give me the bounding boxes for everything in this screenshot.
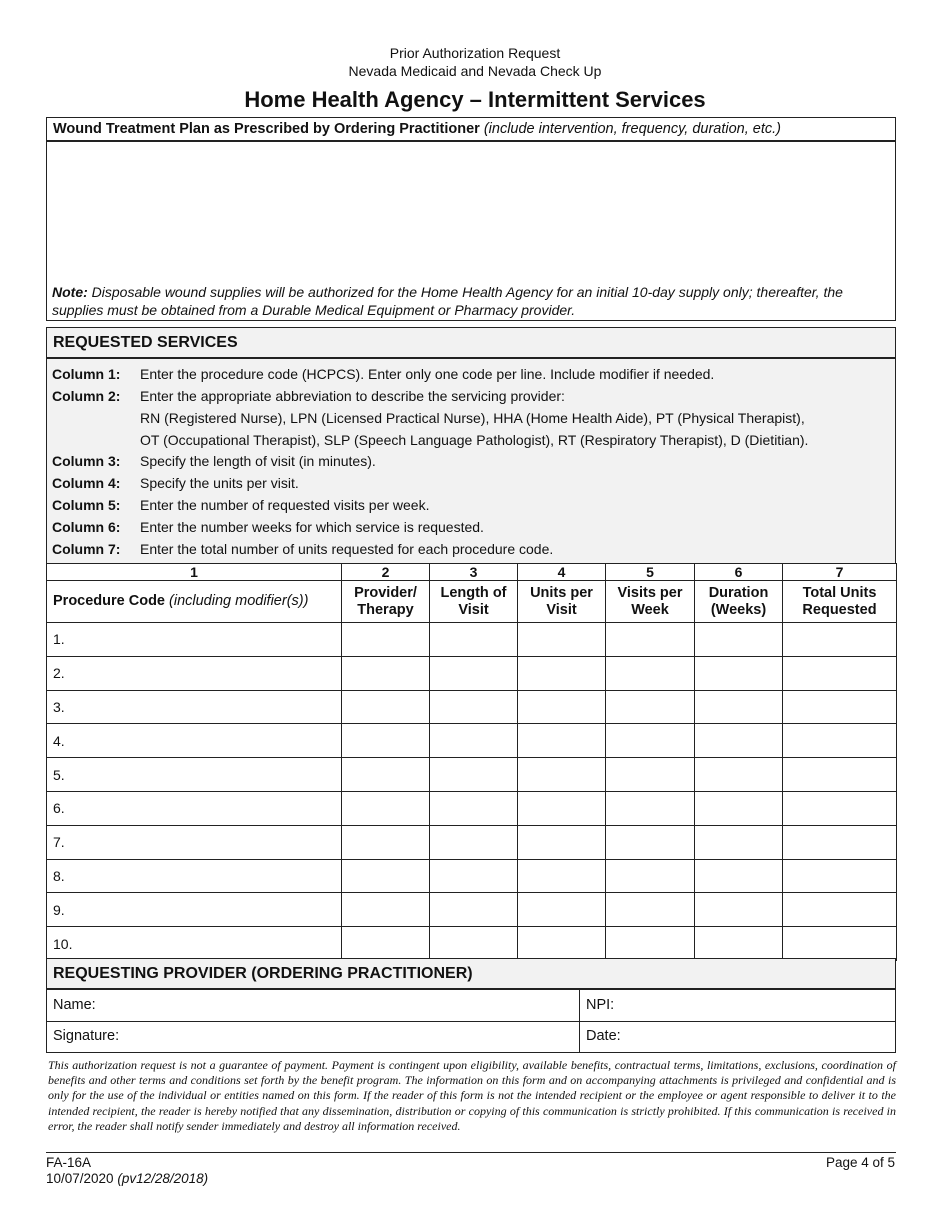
column-header-line: Total Units — [802, 584, 877, 601]
column-header-line: Visit — [546, 601, 577, 618]
table-cell[interactable] — [783, 656, 897, 690]
signature-label: Signature: — [53, 1028, 120, 1044]
instruction-line — [52, 541, 553, 557]
table-cell[interactable] — [606, 893, 695, 927]
row-number: 2. — [53, 665, 65, 682]
footer-divider — [46, 1152, 896, 1153]
form-id: FA-16A — [46, 1155, 92, 1170]
instruction-label: Column 2: — [52, 388, 121, 404]
name-field[interactable] — [47, 990, 579, 1020]
header-line-2: Nevada Medicaid and Nevada Check Up — [348, 63, 602, 79]
page-number: Page 4 of 5 — [825, 1155, 895, 1170]
column-header — [430, 581, 518, 623]
instruction-text: Enter the total number of units requested for each procedure code. — [140, 541, 554, 557]
header-procedure-code-label: Procedure Code — [53, 593, 165, 609]
procedure-code-cell[interactable] — [47, 927, 342, 961]
table-row — [47, 893, 897, 927]
row-number: 1. — [53, 631, 65, 648]
instruction-line — [52, 475, 299, 491]
wound-plan-hint: (include intervention, frequency, duration, etc.) — [483, 121, 781, 137]
table-cell[interactable] — [695, 623, 783, 657]
column-number: 5 — [606, 564, 695, 581]
table-cell[interactable] — [342, 623, 430, 657]
table-row — [47, 724, 897, 758]
table-cell[interactable] — [695, 791, 783, 825]
table-cell[interactable] — [518, 791, 606, 825]
instruction-line — [52, 453, 376, 469]
table-cell[interactable] — [430, 656, 518, 690]
table-cell[interactable] — [783, 724, 897, 758]
requesting-provider-title: REQUESTING PROVIDER (ORDERING PRACTITIONER) — [46, 958, 896, 990]
form-date-value: 10/07/2020 — [46, 1171, 114, 1186]
procedure-code-cell[interactable] — [47, 656, 342, 690]
requested-services-title: REQUESTED SERVICES — [47, 328, 895, 359]
table-cell[interactable] — [695, 893, 783, 927]
table-cell[interactable] — [695, 927, 783, 961]
table-cell[interactable] — [695, 859, 783, 893]
column-header-line: Therapy — [357, 601, 414, 618]
table-cell[interactable] — [783, 791, 897, 825]
table-cell[interactable] — [695, 724, 783, 758]
table-cell[interactable] — [606, 656, 695, 690]
procedure-table — [46, 563, 897, 961]
table-cell[interactable] — [430, 623, 518, 657]
table-row — [47, 690, 897, 724]
row-number: 8. — [53, 867, 65, 884]
table-cell[interactable] — [430, 825, 518, 859]
procedure-code-cell[interactable] — [47, 859, 342, 893]
row-number: 5. — [53, 766, 65, 783]
column-header-line: Requested — [802, 601, 877, 618]
table-cell[interactable] — [430, 758, 518, 792]
table-cell[interactable] — [606, 623, 695, 657]
table-cell[interactable] — [342, 825, 430, 859]
column-header — [606, 581, 695, 623]
instruction-line — [52, 497, 429, 513]
table-cell[interactable] — [430, 893, 518, 927]
instruction-line — [52, 388, 565, 404]
table-cell[interactable] — [342, 893, 430, 927]
column-header-line: Visits per — [617, 584, 683, 601]
table-row — [47, 758, 897, 792]
date-field[interactable] — [580, 1021, 895, 1051]
table-cell[interactable] — [430, 791, 518, 825]
instruction-text: Enter the number of requested visits per week. — [140, 497, 430, 513]
form-prev-version: (pv12/28/2018) — [117, 1171, 209, 1186]
instruction-text: Specify the units per visit. — [140, 475, 299, 491]
table-cell[interactable] — [518, 758, 606, 792]
table-cell[interactable] — [606, 825, 695, 859]
instruction-text: Specify the length of visit (in minutes). — [140, 453, 376, 469]
column-number: 6 — [695, 564, 783, 581]
table-cell[interactable] — [783, 893, 897, 927]
header-procedure-code — [47, 581, 342, 623]
table-row — [47, 791, 897, 825]
table-cell[interactable] — [518, 656, 606, 690]
row-number: 3. — [53, 698, 65, 715]
table-cell[interactable] — [783, 859, 897, 893]
table-cell[interactable] — [606, 690, 695, 724]
signature-date-row — [46, 1021, 896, 1053]
table-cell[interactable] — [606, 927, 695, 961]
row-number: 9. — [53, 901, 65, 918]
table-cell[interactable] — [430, 724, 518, 758]
table-cell[interactable] — [783, 623, 897, 657]
column-number-row — [47, 564, 897, 581]
procedure-code-cell[interactable] — [47, 690, 342, 724]
table-cell[interactable] — [342, 859, 430, 893]
instruction-text: Enter the procedure code (HCPCS). Enter only one code per line. Include modifier if needed. — [140, 366, 715, 382]
table-cell[interactable] — [342, 758, 430, 792]
column-header-line: Week — [631, 601, 669, 618]
table-cell[interactable] — [606, 791, 695, 825]
table-cell[interactable] — [518, 623, 606, 657]
wound-note-text: Disposable wound supplies will be authorized for the Home Health Agency for an initial 10-day supply only; thereafter, the supplies must be obtained from a Durable Medical Equipment or Pharmacy provider. — [52, 284, 843, 318]
table-cell[interactable] — [695, 690, 783, 724]
table-cell[interactable] — [342, 927, 430, 961]
npi-label: NPI: — [586, 997, 615, 1013]
procedure-code-cell[interactable] — [47, 758, 342, 792]
table-cell[interactable] — [430, 690, 518, 724]
header-procedure-code-hint: (including modifier(s)) — [169, 593, 309, 609]
table-cell[interactable] — [695, 656, 783, 690]
instruction-line — [52, 366, 714, 382]
row-number: 7. — [53, 834, 65, 851]
table-cell[interactable] — [695, 758, 783, 792]
table-cell[interactable] — [783, 927, 897, 961]
table-cell[interactable] — [342, 791, 430, 825]
date-label: Date: — [586, 1028, 621, 1044]
form-date — [46, 1171, 208, 1186]
procedure-code-cell[interactable] — [47, 825, 342, 859]
table-cell[interactable] — [783, 825, 897, 859]
table-cell[interactable] — [342, 724, 430, 758]
column-header-line: Length of — [440, 584, 507, 601]
table-cell[interactable] — [430, 927, 518, 961]
table-row — [47, 623, 897, 657]
table-cell[interactable] — [783, 758, 897, 792]
table-cell[interactable] — [606, 724, 695, 758]
header-line-1: Prior Authorization Request — [389, 45, 561, 61]
column-number: 2 — [342, 564, 430, 581]
column-header — [518, 581, 606, 623]
row-number: 6. — [53, 800, 65, 817]
wound-note-label: Note: — [52, 284, 88, 300]
table-cell[interactable] — [518, 825, 606, 859]
column-header-line: Units per — [530, 584, 593, 601]
column-number: 4 — [518, 564, 606, 581]
row-number: 10. — [53, 935, 73, 952]
column-header-line: (Weeks) — [710, 601, 767, 618]
table-row — [47, 927, 897, 961]
disclaimer-text: This authorization request is not a guarantee of payment. Payment is contingent upon eligibility, available benefits, contractual terms, limitations, exclusions, coordination of benefits and other terms and conditions set forth by the benefit program. The information on this form and on accompanying attachments is privileged and confidential and is only for the use of the individual or entities named on this form. If the reader of this form is not the intended recipient or the employee or agent responsible to deliver it to the intended recipient, the reader is hereby notified that any dissemination, distribution or copying of this communication is strictly prohibited. If this communication is received in error, the reader shall notify sender immediately and destroy all information received. — [48, 1058, 896, 1133]
name-label: Name: — [53, 997, 96, 1013]
instruction-text: Enter the number weeks for which service is requested. — [140, 519, 484, 535]
signature-field[interactable] — [47, 1021, 579, 1051]
instruction-label: Column 1: — [52, 366, 121, 382]
table-cell[interactable] — [518, 724, 606, 758]
table-row — [47, 825, 897, 859]
instruction-continuation: RN (Registered Nurse), LPN (Licensed Practical Nurse), HHA (Home Health Aide), PT (Physical Therapist), — [140, 410, 805, 426]
wound-plan-label: Wound Treatment Plan as Prescribed by Ordering Practitioner — [53, 121, 480, 137]
name-npi-row — [46, 990, 896, 1022]
npi-field[interactable] — [580, 990, 895, 1020]
column-header-line: Provider/ — [354, 584, 417, 601]
column-header-row — [47, 581, 897, 623]
instruction-label: Column 7: — [52, 541, 121, 557]
procedure-code-cell[interactable] — [47, 623, 342, 657]
row-number: 4. — [53, 732, 65, 749]
procedure-code-cell[interactable] — [47, 893, 342, 927]
column-number: 7 — [783, 564, 897, 581]
table-cell[interactable] — [518, 859, 606, 893]
table-cell[interactable] — [342, 690, 430, 724]
table-row — [47, 859, 897, 893]
table-cell[interactable] — [783, 690, 897, 724]
procedure-code-cell[interactable] — [47, 724, 342, 758]
table-cell[interactable] — [606, 758, 695, 792]
wound-note — [52, 283, 892, 319]
wound-plan-header — [46, 117, 896, 142]
instruction-line — [52, 519, 484, 535]
instruction-label: Column 5: — [52, 497, 121, 513]
column-number: 3 — [430, 564, 518, 581]
instruction-label: Column 6: — [52, 519, 121, 535]
instruction-text: Enter the appropriate abbreviation to describe the servicing provider: — [140, 388, 565, 404]
column-number: 1 — [47, 564, 342, 581]
column-header — [783, 581, 897, 623]
table-cell[interactable] — [518, 893, 606, 927]
instruction-continuation: OT (Occupational Therapist), SLP (Speech Language Pathologist), RT (Respiratory Therapist), D (Dietitian). — [140, 432, 809, 448]
table-row — [47, 656, 897, 690]
column-header — [342, 581, 430, 623]
page-title: Home Health Agency – Intermittent Services — [244, 87, 706, 112]
table-cell[interactable] — [430, 859, 518, 893]
table-cell[interactable] — [695, 825, 783, 859]
column-header-line: Visit — [458, 601, 489, 618]
table-cell[interactable] — [342, 656, 430, 690]
table-cell[interactable] — [518, 927, 606, 961]
table-cell[interactable] — [606, 859, 695, 893]
instruction-label: Column 4: — [52, 475, 121, 491]
table-cell[interactable] — [518, 690, 606, 724]
procedure-code-cell[interactable] — [47, 791, 342, 825]
column-header — [695, 581, 783, 623]
instruction-label: Column 3: — [52, 453, 121, 469]
column-header-line: Duration — [708, 584, 769, 601]
